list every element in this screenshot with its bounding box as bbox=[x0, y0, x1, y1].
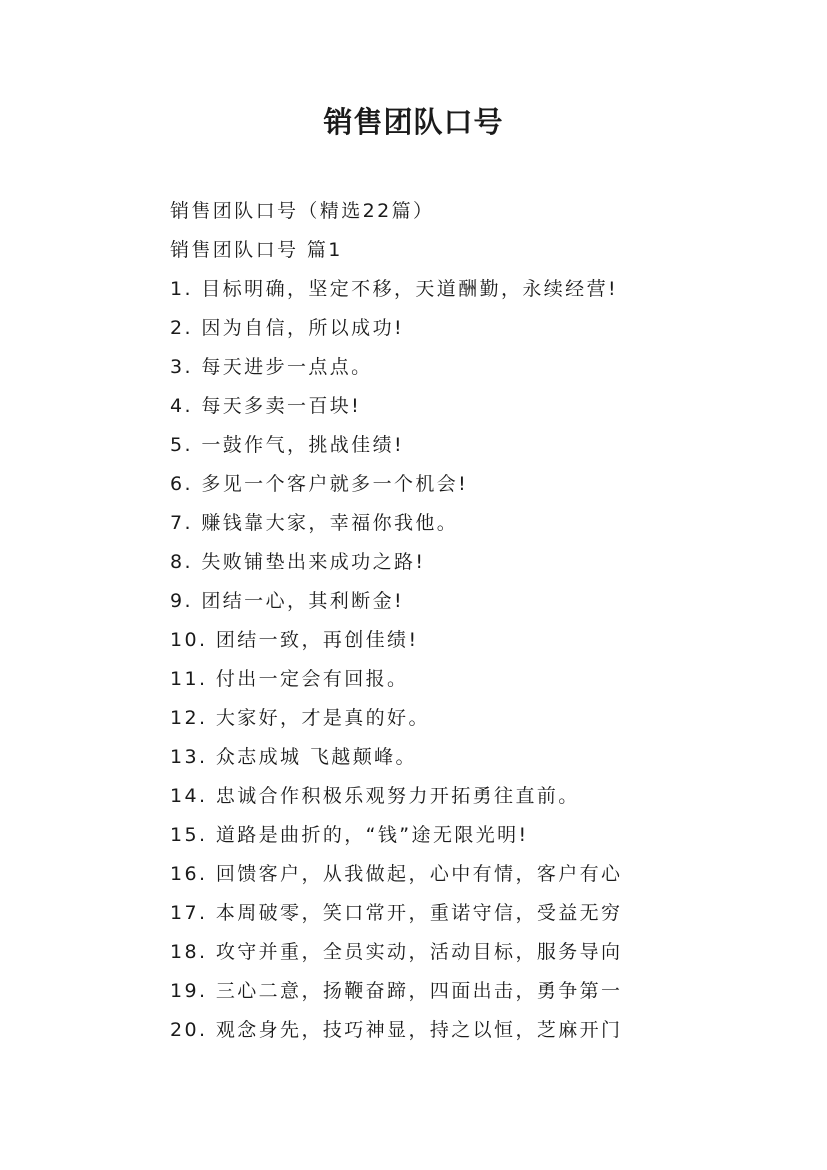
slogan-item-12: 12. 大家好，才是真的好。 bbox=[170, 707, 430, 729]
slogan-item-14: 14. 忠诚合作积极乐观努力开拓勇往直前。 bbox=[170, 785, 580, 807]
document-body bbox=[170, 192, 640, 1050]
page-title: 销售团队口号 bbox=[323, 105, 504, 139]
slogan-item-4: 4. 每天多卖一百块! bbox=[170, 395, 362, 417]
slogan-item-10: 10. 团结一致，再创佳绩! bbox=[170, 629, 419, 651]
slogan-item-20: 20. 观念身先，技巧神显，持之以恒，芝麻开门 bbox=[170, 1019, 623, 1041]
document-subtitle: 销售团队口号（精选22篇） bbox=[170, 200, 435, 222]
slogan-item-17: 17. 本周破零，笑口常开，重诺守信，受益无穷 bbox=[170, 902, 623, 924]
slogan-item-7: 7. 赚钱靠大家，幸福你我他。 bbox=[170, 512, 459, 534]
slogan-item-5: 5. 一鼓作气，挑战佳绩! bbox=[170, 434, 404, 456]
slogan-item-3: 3. 每天进步一点点。 bbox=[170, 356, 373, 378]
section-heading: 销售团队口号 篇1 bbox=[170, 239, 343, 261]
slogan-item-1: 1. 目标明确，坚定不移，天道酬勤，永续经营! bbox=[170, 278, 618, 300]
slogan-item-6: 6. 多见一个客户就多一个机会! bbox=[170, 473, 469, 495]
slogan-item-2: 2. 因为自信，所以成功! bbox=[170, 317, 404, 339]
slogan-item-9: 9. 团结一心，其利断金! bbox=[170, 590, 404, 612]
slogan-item-8: 8. 失败铺垫出来成功之路! bbox=[170, 551, 426, 573]
slogan-item-15: 15. 道路是曲折的，“钱”途无限光明! bbox=[170, 824, 529, 846]
slogan-item-19: 19. 三心二意，扬鞭奋蹄，四面出击，勇争第一 bbox=[170, 980, 623, 1002]
slogan-item-16: 16. 回馈客户，从我做起，心中有情，客户有心 bbox=[170, 863, 623, 885]
slogan-item-11: 11. 付出一定会有回报。 bbox=[170, 668, 409, 690]
slogan-item-18: 18. 攻守并重，全员实动，活动目标，服务导向 bbox=[170, 941, 623, 963]
slogan-item-13: 13. 众志成城 飞越颠峰。 bbox=[170, 746, 417, 768]
